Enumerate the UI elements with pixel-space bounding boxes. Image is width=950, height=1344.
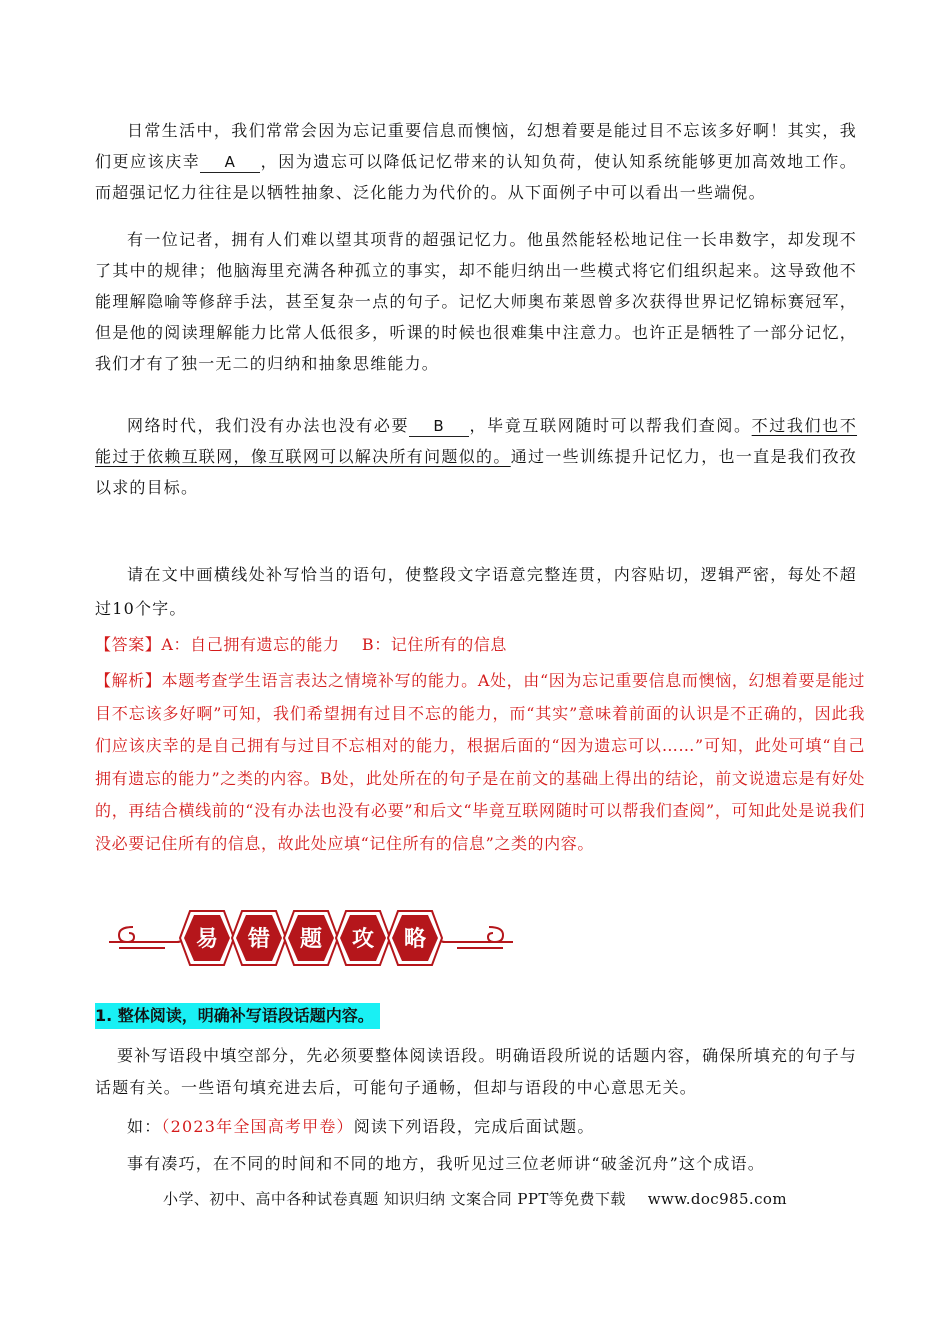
- passage-paragraph-1: [95, 115, 857, 208]
- example-suffix: 阅读下列语段，完成后面试题。: [353, 1117, 595, 1136]
- banner-char: 攻: [351, 927, 375, 952]
- analysis-block: [95, 665, 865, 860]
- blank-a: A: [200, 152, 260, 173]
- example-source: （2023年全国高考甲卷）: [161, 1117, 354, 1136]
- example-intro: [95, 1111, 857, 1142]
- banner-graphic: [105, 905, 517, 971]
- answer-text: A：自己拥有遗忘的能力 B：记住所有的信息: [161, 635, 508, 654]
- banner-right-scroll: [437, 927, 513, 948]
- passage-text: 日常生活中，我们常常会因为忘记重要信息而懊恼，幻想着要是能过目不忘该多好啊！其实，我们更应该庆幸: [95, 121, 857, 171]
- passage-paragraph-2: [95, 224, 857, 379]
- banner-char: 易: [195, 927, 219, 952]
- passage-text: 通过一些训练提升记忆力，也一直是我们孜孜以求的目标。: [95, 447, 857, 497]
- analysis-text: 本题考查学生语言表达之情境补写的能力。A处，由“因为忘记重要信息而懊恼，幻想着要是能过目不忘该多好啊”可知，我们希望拥有过目不忘的能力，而“其实”意味着前面的认识是不正确的，因此我们应该庆幸的是自己拥有与过目不忘相对的能力，根据后面的“因为遗忘可以……”可知，此处可填“自己拥有遗忘的能力”之类的内容。B处，此处所在的句子是在前文的基础上得出的结论，前文说遗忘是有好处的，再结合横线前的“没有办法也没有必要”和后文“毕竟互联网随时可以帮我们查阅”，可知此处是说我们没必要记住所有的信息，故此处应填“记住所有的信息”之类的内容。: [95, 671, 865, 853]
- passage-text: ，毕竟互联网随时可以帮我们查阅。: [469, 416, 752, 435]
- passage-text: 有一位记者，拥有人们难以望其项背的超强记忆力。他虽然能轻松地记住一长串数字，却发现不了其中的规律；他脑海里充满各种孤立的事实，却不能归纳出一些模式将它们组织起来。这导致他不能理解隐喻等修辞手法，甚至复杂一点的句子。记忆大师奥布莱恩曾多次获得世界记忆锦标赛冠军，但是他的阅读理解能力比常人低很多，听课的时候也很难集中注意力。也许正是牺牲了一部分记忆，我们才有了独一无二的归纳和抽象思维能力。: [95, 230, 857, 373]
- example-prefix: 如：: [127, 1117, 162, 1136]
- passage-text: ，因为遗忘可以降低记忆带来的认知负荷，使认知系统能够更加高效地工作。而超强记忆力往往是以牺牲抽象、泛化能力为代价的。从下面例子中可以看出一些端倪。: [95, 152, 858, 202]
- passage-text: 网络时代，我们没有办法也没有必要: [127, 416, 410, 435]
- section-banner: [105, 905, 517, 971]
- footer-text: 小学、初中、高中各种试卷真题 知识归纳 文案合同 PPT等免费下载: [163, 1190, 626, 1208]
- underlined-sentence: 不过我们也不能过于依赖互联网，像互联网可以解决所有问题似的。: [95, 416, 858, 466]
- question-body: 请在文中画横线处补写恰当的语句，使整段文字语意完整连贯，内容贴切，逻辑严密，每处不超过10个字。: [95, 565, 857, 618]
- question-text: [95, 558, 857, 626]
- analysis-label: 【解析】: [95, 671, 162, 690]
- banner-char: 题: [299, 927, 323, 952]
- example-line-text: 事有凑巧，在不同的时间和不同的地方，我听见过三位老师讲“破釜沉舟”这个成语。: [127, 1154, 765, 1173]
- footer-url[interactable]: www.doc985.com: [647, 1190, 787, 1208]
- banner-char: 错: [247, 927, 271, 952]
- section-heading-1: 1. 整体阅读，明确补写语段话题内容。: [95, 1003, 380, 1029]
- section1-body-text: 要补写语段中填空部分，先必须要整体阅读语段。明确语段所说的话题内容，确保所填充的句子与话题有关。一些语句填充进去后，可能句子通畅，但却与语段的中心意思无关。: [95, 1046, 857, 1097]
- banner-left-scroll: [109, 927, 185, 948]
- passage-paragraph-3: [95, 410, 857, 503]
- banner-char: 略: [403, 927, 427, 952]
- answer-line: [95, 629, 865, 661]
- section1-body: [95, 1040, 857, 1104]
- page-footer: [0, 1188, 950, 1209]
- blank-b: B: [409, 416, 469, 437]
- answer-label: 【答案】: [95, 635, 162, 654]
- example-line: [95, 1148, 857, 1179]
